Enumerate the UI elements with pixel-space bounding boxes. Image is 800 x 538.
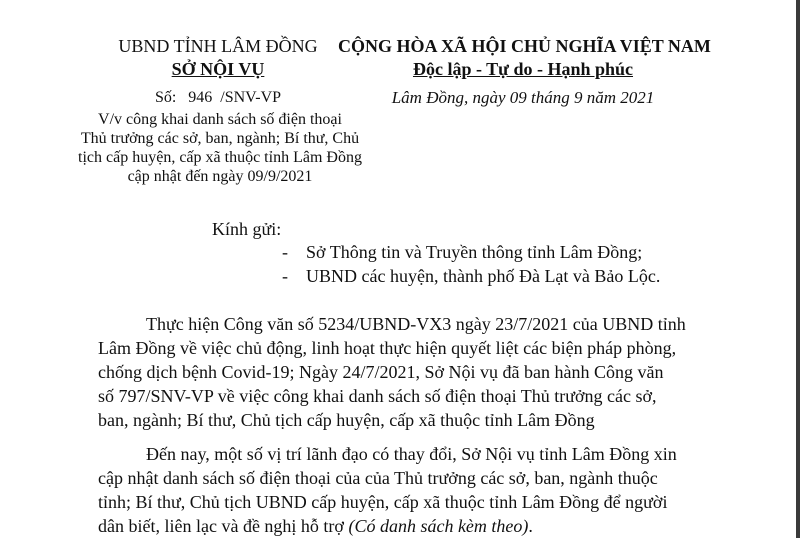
issuing-agency-block [98,34,338,80]
paragraph-line: Đến nay, một số vị trí lãnh đạo có thay đổi, Sở Nội vụ tỉnh Lâm Đồng xin [146,444,677,464]
paragraph-line: số 797/SNV-VP về việc công khai danh sách số điện thoại Thủ trưởng các sở, [98,386,657,406]
paragraph-line: Thực hiện Công văn số 5234/UBND-VX3 ngày 23/7/2021 của UBND tỉnh [146,314,686,334]
subject-line: cập nhật đến ngày 09/9/2021 [127,168,313,185]
paragraph-line: cập nhật danh sách số điện thoại của của Thủ trưởng các sở, ban, ngành thuộc [98,468,658,488]
salutation: Kính gửi: [212,219,282,239]
nation-title: CỘNG HÒA XÃ HỘI CHỦ NGHĨA VIỆT NAM [338,36,711,56]
attachment-note: (Có danh sách kèm theo) [348,516,529,536]
recipient-item [282,264,660,288]
recipient-item [282,240,660,264]
window-edge-divider [796,0,800,538]
recipient-text: Sở Thông tin và Truyền thông tỉnh Lâm Đồng; [306,242,643,262]
list-dash: - [282,266,288,286]
nation-motto: Độc lập - Tự do - Hạnh phúc [412,59,634,79]
paragraph-spacer [98,432,718,442]
list-dash: - [282,242,288,262]
recipient-list [282,240,660,288]
parent-organization: UBND TỈNH LÂM ĐỒNG [118,36,318,56]
paragraph-line: Lâm Đồng về việc chủ động, linh hoạt thực hiện quyết liệt các biện pháp phòng, [98,338,677,358]
organization-name: SỞ NỘI VỤ [171,59,265,79]
paragraph-line [98,514,718,538]
place-and-date: Lâm Đồng, ngày 09 tháng 9 năm 2021 [391,88,655,107]
subject-line: V/v công khai danh sách số điện thoại [98,111,342,128]
subject-line: tịch cấp huyện, cấp xã thuộc tỉnh Lâm Đồng [78,149,362,166]
paragraph-text: dân biết, liên lạc và đề nghị hỗ trợ [98,516,349,536]
paragraph-line: ban, ngành; Bí thư, Chủ tịch cấp huyện, cấp xã thuộc tỉnh Lâm Đồng [98,410,595,430]
document-subject [40,110,400,186]
subject-line: Thủ trưởng các sở, ban, ngành; Bí thư, Chủ [80,130,360,147]
paragraph-line: chống dịch bệnh Covid-19; Ngày 24/7/2021, Sở Nội vụ đã ban hành Công văn [98,362,664,382]
document-number: Số: 946 /SNV-VP [154,89,282,106]
recipient-text: UBND các huyện, thành phố Đà Lạt và Bảo Lộc. [306,266,661,286]
national-header-block [338,34,711,80]
sentence-end: . [528,516,533,536]
paragraph-line: tỉnh; Bí thư, Chủ tịch UBND cấp huyện, cấp xã thuộc tỉnh Lâm Đồng để người [98,492,668,512]
document-body [98,312,718,538]
